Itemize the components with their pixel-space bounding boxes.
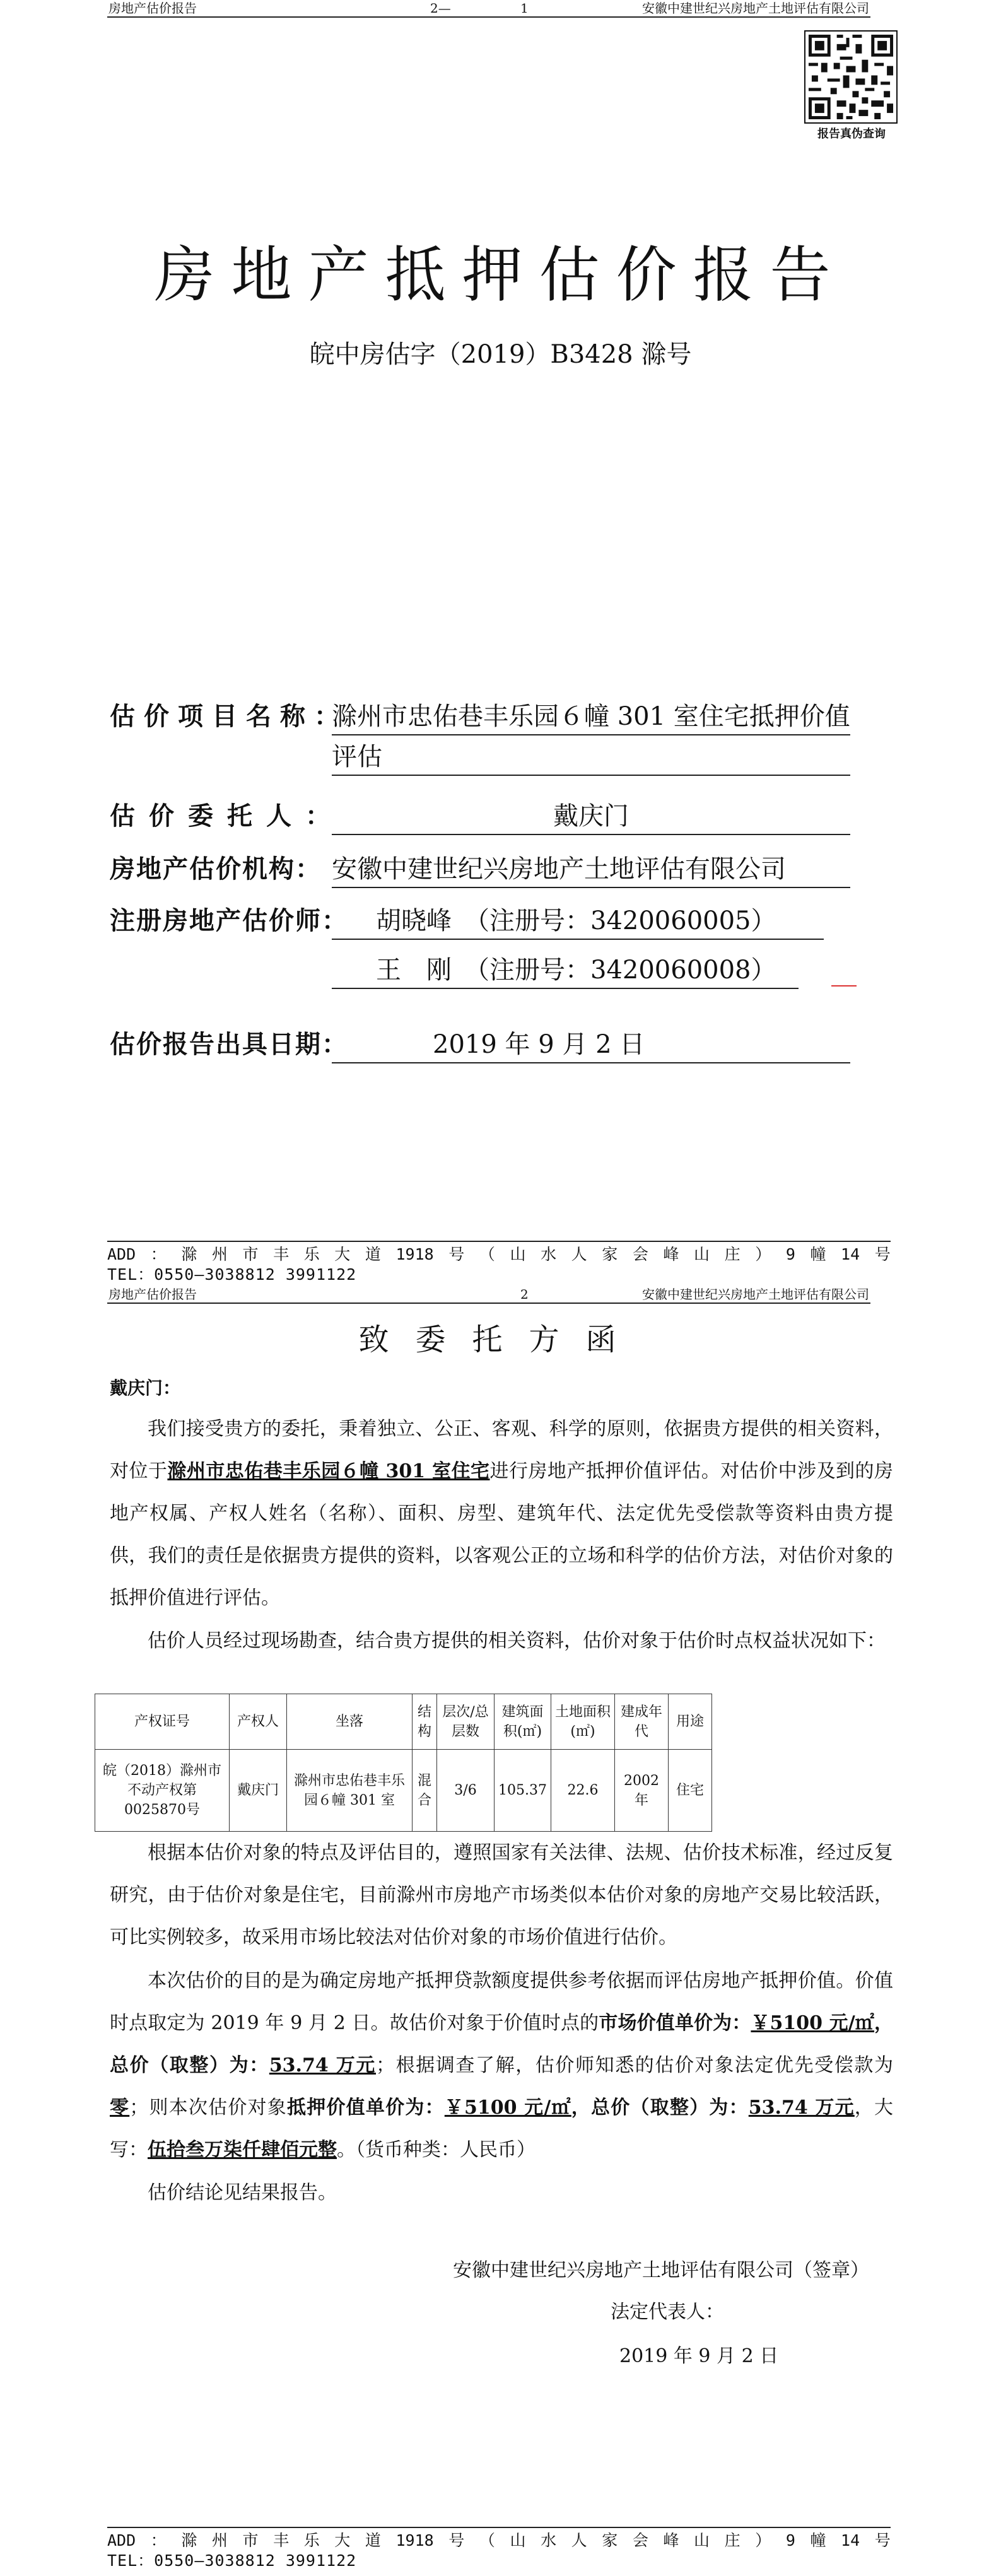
th-location: 坐落 (287, 1694, 413, 1750)
p4-o: 。（货币种类：人民币） (337, 2139, 536, 2161)
footer-address-part: 会 (632, 2531, 648, 2550)
footer-address-part: 大 (334, 2531, 351, 2550)
footer-address-part: 家 (602, 2531, 618, 2550)
footer-address-part: ） (755, 2531, 771, 2550)
paragraph-3: 根据本估价对象的特点及评估目的，遵照国家有关法律、法规、估价技术标准，经过反复研究，由于估价对象是住宅，目前滁州市房地产市场类似本估价对象的房地产交易比较活跃，可比实例较多，故采用市场比较法对估价对象的市场价值进行估价。 (110, 1842, 893, 1948)
appraiser-2: 王 刚 （注册号：3420060008） (332, 952, 799, 989)
th-owner: 产权人 (230, 1694, 287, 1750)
footer-address-part: 幢 (810, 1245, 826, 1263)
th-floor: 层次/总层数 (437, 1694, 495, 1750)
agency-row (110, 852, 322, 887)
footer-address-part: 庄 (724, 2531, 741, 2550)
p1-a: 我们接受贵方的委托，秉着独立、公正、客观、科学的原则，依据贵方提供的相关资料，对位于 (110, 1418, 893, 1482)
td-cert: 皖（2018）滁州市不动产权第0025870号 (95, 1750, 230, 1832)
footer-address-part: 大 (334, 1245, 351, 1263)
footer-address-part: 9 (785, 1245, 795, 1263)
qr-code-icon (804, 30, 898, 124)
footer-address-part: 山 (510, 1245, 526, 1263)
footer-address-part: 家 (602, 1245, 618, 1263)
footer-address-part: 号 (874, 2531, 891, 2550)
paragraph-5: 估价结论见结果报告。 (148, 2182, 337, 2204)
letter-title: 致委托方函 (358, 1322, 643, 1357)
document-number: 皖中房估字（2019）B3428 滁号 (309, 340, 692, 369)
th-building-area: 建筑面积(㎡) (495, 1694, 551, 1750)
footer-address-2 (107, 2531, 891, 2551)
p4-market-total: 53.74 万元 (269, 2054, 376, 2076)
client-value: 戴庆门 (332, 799, 850, 835)
salutation: 戴庆门： (110, 1378, 181, 1398)
header-right: 安徽中建世纪兴房地产土地评估有限公司 (642, 1, 869, 16)
p4-h: ；则本次估价对象 (129, 2097, 287, 2119)
appraiser-label: 注册房地产估价师： (110, 906, 348, 935)
header-right-2: 安徽中建世纪兴房地产土地评估有限公司 (642, 1287, 869, 1302)
footer-address-part: 丰 (273, 2531, 290, 2550)
report-title: 房地产抵押估价报告 (154, 240, 847, 310)
p4-mortgage-total-label: ，总价（取整）为： (571, 2097, 749, 2119)
footer-address-part: 道 (365, 1245, 381, 1263)
footer-address-part: （ (479, 1245, 495, 1263)
footer-address-part: 号 (874, 1245, 891, 1263)
paragraph-2: 估价人员经过现场勘查，结合贵方提供的相关资料，估价对象于估价时点权益状况如下： (148, 1630, 886, 1652)
footer-address-part: （ (479, 2531, 495, 2550)
footer-tel-2: TEL：0550—3038812 3991122 (107, 2551, 357, 2570)
appraiser-1: 胡晓峰 （注册号：3420060005） (332, 903, 824, 940)
td-structure: 混合 (413, 1750, 437, 1832)
footer-address-part: 山 (694, 2531, 710, 2550)
footer-address-part: 水 (541, 1245, 557, 1263)
footer-address-part: ） (755, 1245, 771, 1263)
footer-address-part: 滁 (181, 1245, 197, 1263)
th-cert: 产权证号 (95, 1694, 230, 1750)
project-value-line2: 评估 (332, 739, 850, 776)
client-row (110, 799, 344, 834)
td-floor: 3/6 (437, 1750, 495, 1832)
page-header (107, 0, 870, 18)
td-building-area: 105.37 (495, 1750, 551, 1832)
p4-a: 本次估价的目的是为确定房地产抵押贷款额度提供参考依据而评估房地产抵押价值。价值时点取定为 2019 年 9 月 2 日。故估价对象于价值时点的 (110, 1970, 893, 2034)
footer-address-part: 14 (841, 1245, 860, 1263)
td-use: 住宅 (668, 1750, 711, 1832)
footer-address-part: 号 (448, 1245, 465, 1263)
p1-address: 滁州市忠佑巷丰乐园６幢 301 室住宅 (167, 1460, 490, 1482)
red-mark (831, 985, 857, 986)
th-use: 用途 (668, 1694, 711, 1750)
td-year: 2002年 (614, 1750, 668, 1832)
footer-address-part: 滁 (181, 2531, 197, 2550)
footer-address-part: 市 (242, 2531, 259, 2550)
footer-address-part: 峰 (663, 2531, 679, 2550)
project-value-line1: 滁州市忠佑巷丰乐园６幢 301 室住宅抵押价值 (332, 699, 850, 735)
footer-address-part: 庄 (724, 1245, 741, 1263)
p4-capital-amount: 伍拾叁万柒仟肆佰元整 (148, 2139, 337, 2161)
agency-label: 房地产估价机构： (110, 855, 322, 884)
project-row (110, 699, 348, 734)
footer-address-part: 1918 (395, 2531, 434, 2550)
footer-address-part: 道 (365, 2531, 381, 2550)
p4-m: ，大写： (110, 2097, 894, 2161)
th-year: 建成年代 (614, 1694, 668, 1750)
td-land-area: 22.6 (551, 1750, 614, 1832)
signature-date: 2019 年 9 月 2 日 (619, 2345, 779, 2367)
footer-address-part: 水 (541, 2531, 557, 2550)
header-left-2: 房地产估价报告 (108, 1287, 197, 1302)
client-label: 估价委托人： (110, 802, 344, 831)
footer-address-part: 山 (510, 2531, 526, 2550)
footer-address-part: 市 (242, 1245, 259, 1263)
footer-address-part: 号 (448, 2531, 465, 2550)
page-header-2 (107, 1286, 870, 1304)
footer-address-part: 人 (571, 2531, 587, 2550)
footer-address-part: 14 (841, 2531, 860, 2550)
footer-address-part: 幢 (810, 2531, 826, 2550)
p4-priority: 零 (110, 2097, 130, 2119)
date-value: 2019 年 9 月 2 日 (332, 1027, 850, 1063)
td-owner: 戴庆门 (230, 1750, 287, 1832)
footer-address-part: 州 (211, 1245, 228, 1263)
header-page-number: 1 (520, 1, 529, 16)
footer-address-part: 人 (571, 1245, 587, 1263)
paragraph-1 (110, 1408, 893, 1619)
th-structure: 结构 (413, 1694, 437, 1750)
date-row (110, 1027, 348, 1062)
property-table (95, 1694, 712, 1832)
header-page: 2— (430, 1, 451, 16)
p4-mortgage-unit-price: ￥5100 元/㎡ (444, 2097, 571, 2119)
th-land-area: 土地面积(㎡) (551, 1694, 614, 1750)
footer-address-part: ： (150, 1245, 167, 1263)
footer-address-part: 州 (211, 2531, 228, 2550)
footer-tel: TEL：0550—3038812 3991122 (107, 1265, 357, 1284)
p4-mortgage-label: 抵押价值单价为： (287, 2097, 445, 2119)
appraiser-row (110, 903, 348, 939)
p4-total-label: ，总价（取整）为： (110, 2012, 894, 2076)
p4-market-label: 市场价值单价为： (599, 2012, 751, 2034)
footer-address-part: 乐 (303, 2531, 320, 2550)
project-label: 估价项目名称： (110, 702, 348, 731)
footer-address-part: 丰 (273, 1245, 290, 1263)
td-location: 滁州市忠佑巷丰乐园６幢 301 室 (287, 1750, 413, 1832)
p4-market-unit-price: ￥5100 元/㎡ (751, 2012, 875, 2034)
p1-c: 进行房地产抵押价值评估。对估价中涉及到的房地产权属、产权人姓名（名称）、面积、房型、建筑年代、法定优先受偿款等资料由贵方提供，我们的责任是依据贵方提供的资料，以客观公正的立场和科学的估价方法，对估价对象的抵押价值进行评估。 (110, 1460, 893, 1609)
signature-company: 安徽中建世纪兴房地产土地评估有限公司（签章） (453, 2259, 869, 2281)
date-label: 估价报告出具日期： (110, 1030, 348, 1059)
footer-address-part: ： (150, 2531, 167, 2550)
header-page-2: 2 (520, 1287, 529, 1302)
p4-mortgage-total: 53.74 万元 (748, 2097, 855, 2119)
table-row (95, 1750, 712, 1832)
footer-address-part: ADD (107, 2531, 136, 2550)
page-footer-2 (107, 2527, 891, 2571)
footer-address-part: 峰 (663, 1245, 679, 1263)
qr-label: 报告真伪查询 (817, 127, 886, 141)
page-footer (107, 1241, 891, 1285)
footer-address-part: ADD (107, 1245, 136, 1263)
footer-address-part: 9 (785, 2531, 795, 2550)
footer-address-part: 山 (694, 1245, 710, 1263)
footer-address-part: 会 (632, 1245, 648, 1263)
signature-representative: 法定代表人： (611, 2301, 724, 2323)
p4-f: ；根据调查了解，估价师知悉的估价对象法定优先受偿款为 (376, 2054, 894, 2076)
table-header-row (95, 1694, 712, 1750)
footer-address-part: 乐 (303, 1245, 320, 1263)
paragraph-4 (110, 1960, 893, 2171)
footer-address-part: 1918 (395, 1245, 434, 1263)
footer-address (107, 1244, 891, 1265)
agency-value: 安徽中建世纪兴房地产土地评估有限公司 (332, 852, 850, 888)
header-left: 房地产估价报告 (108, 1, 197, 16)
